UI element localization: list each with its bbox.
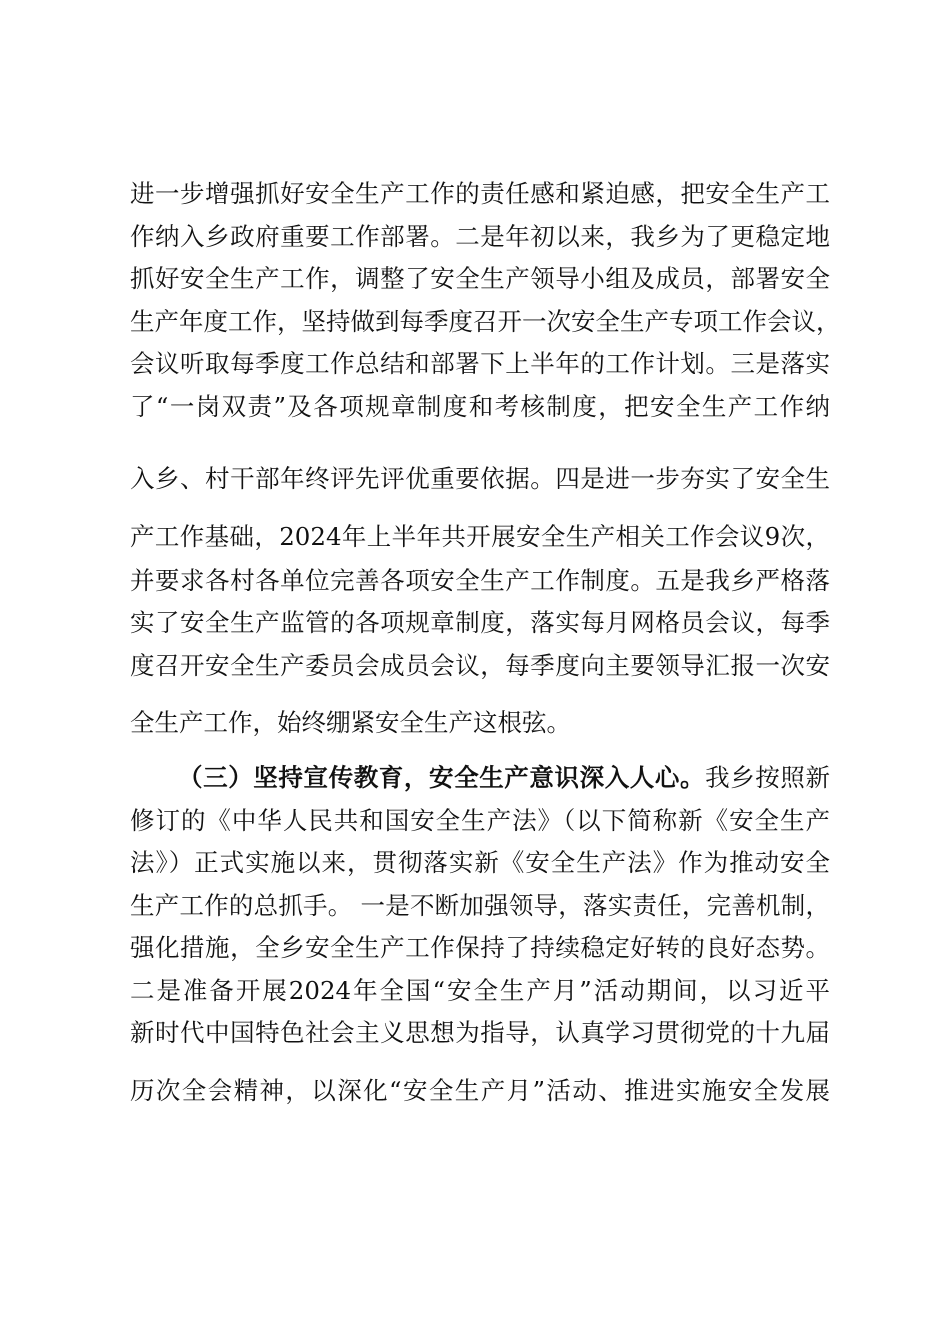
paragraph-2-line-7: 新时代中国特色社会主义思想为指导，认真学习贯彻党的十九届 (130, 1018, 830, 1047)
paragraph-1-line-2: 作纳入乡政府重要工作部署。二是年初以来，我乡为了更稳定地 (130, 222, 830, 251)
paragraph-1-line-11: 度召开安全生产委员会成员会议，每季度向主要领导汇报一次安 (130, 651, 830, 680)
paragraph-2-line-1 (178, 758, 830, 798)
paragraph-2-line-2: 修订的《中华人民共和国安全生产法》（以下简称新《安全生产 (130, 806, 830, 835)
paragraph-1-line-4: 生产年度工作，坚持做到每季度召开一次安全生产专项工作会议， (130, 307, 841, 336)
paragraph-2-line-8: 历次全会精神，以深化“安全生产月”活动、推进实施安全发展 (130, 1076, 830, 1105)
paragraph-1-line-1: 进一步增强抓好安全生产工作的责任感和紧迫感，把安全生产工 (130, 179, 830, 208)
paragraph-1-line-8: 产工作基础，2024年上半年共开展安全生产相关工作会议9次， (130, 522, 830, 551)
paragraph-2-line-6: 二是准备开展2024年全国“安全生产月”活动期间，以习近平 (130, 976, 830, 1005)
paragraph-1-line-12: 全生产工作，始终绷紧安全生产这根弦。 (130, 708, 571, 737)
paragraph-2-line-3: 法》）正式实施以来，贯彻落实新《安全生产法》作为推动安全 (130, 848, 830, 877)
paragraph-2-line-1-rest: 我乡按照新 (705, 763, 831, 792)
paragraph-1-line-10: 实了安全生产监管的各项规章制度，落实每月网格员会议，每季 (130, 608, 830, 637)
paragraph-1-line-5: 会议听取每季度工作总结和部署下上半年的工作计划。三是落实 (130, 349, 830, 378)
paragraph-1-line-6: 了“一岗双责”及各项规章制度和考核制度，把安全生产工作纳 (130, 392, 830, 421)
paragraph-2-line-4: 生产工作的总抓手。 一是不断加强领导，落实责任，完善机制， (130, 891, 830, 920)
paragraph-1-line-3: 抓好安全生产工作，调整了安全生产领导小组及成员，部署安全 (130, 264, 830, 293)
section-heading: （三）坚持宣传教育，安全生产意识深入人心。 (178, 763, 706, 792)
paragraph-2-line-5: 强化措施，全乡安全生产工作保持了持续稳定好转的良好态势。 (130, 933, 830, 962)
paragraph-1-line-7: 入乡、村干部年终评先评优重要依据。四是进一步夯实了安全生 (130, 464, 830, 493)
paragraph-1-line-9: 并要求各村各单位完善各项安全生产工作制度。五是我乡严格落 (130, 566, 830, 595)
